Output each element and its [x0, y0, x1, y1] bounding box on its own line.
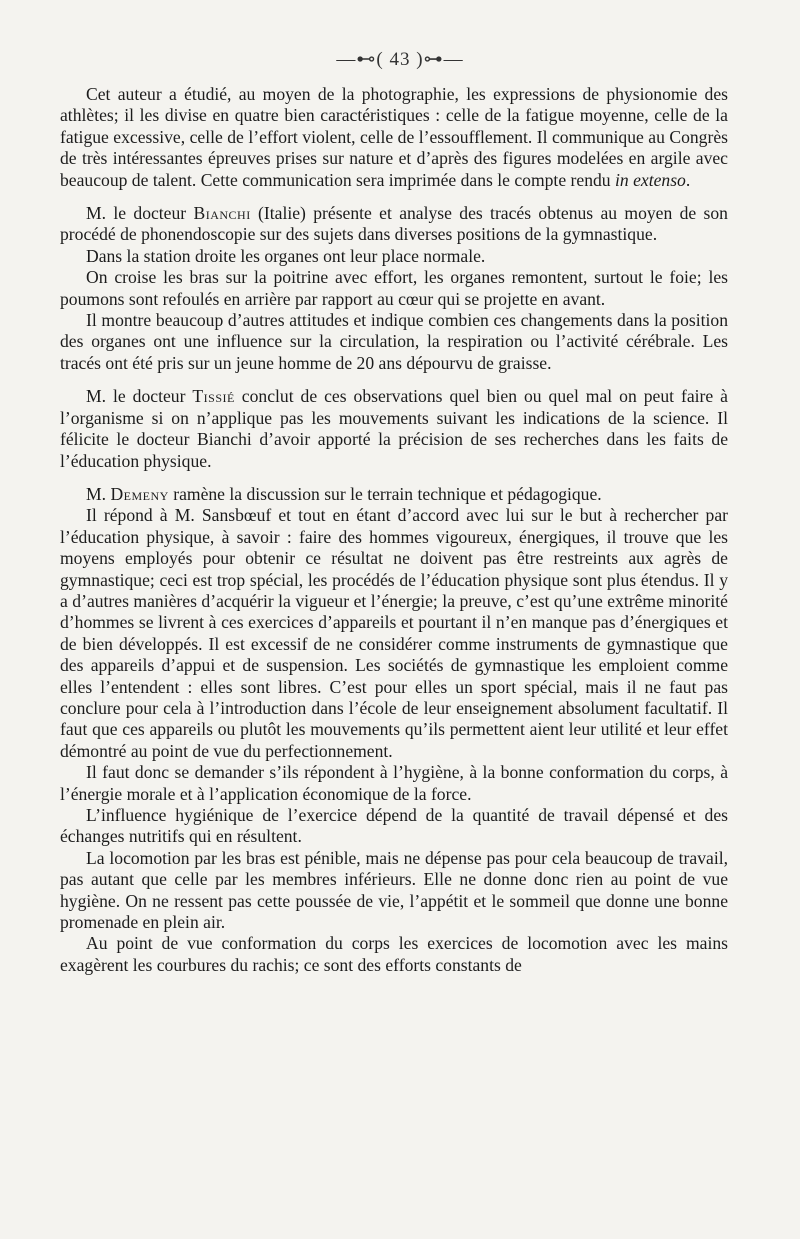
paragraph-p6 — [60, 386, 728, 472]
text-run: Il faut donc se demander s’ils répondent à l’hygiène, à la bonne conformation du corps, à l’énergie morale et à l’application économique de la force. — [60, 762, 728, 804]
text-run: Il montre beaucoup d’autres attitudes et indique combien ces changements dans la position des organes ont une influence sur la circulation, la respiration ou l’activité cérébrale. Les tracés ont été pris sur un jeune homme de 20 ans dépourvu de graisse. — [60, 310, 728, 373]
text-run: La locomotion par les bras est pénible, mais ne dépense pas pour cela beaucoup de travail, pas autant que celle par les membres inférieurs. Elle ne donne donc rien au point de vue hygiène. On ne ressent pas cette poussée de vie, l’appétit et le sommeil que donne une bonne promenade en plein air. — [60, 847, 728, 933]
paragraph-p11 — [60, 848, 728, 934]
text-run: Au point de vue conformation du corps les exercices de locomotion avec les mains exagèrent les courbures du rachis; ce sont des efforts constants de — [60, 933, 728, 975]
body-text — [60, 84, 728, 976]
text-run: Cet auteur a étudié, au moyen de la photographie, les expressions de physionomie des athlètes; il les divise en quatre bien caractéristiques : celle de la fatigue moyenne, celle de la fatigue excessive, celle de l’effort violent, celle de l’essoufflement. Il communique au Congrès de très intéressantes épreuves prises sur nature et d’après des figures modelées en argile avec beaucoup de talent. Cette communication sera imprimée dans le compte rendu — [60, 84, 728, 190]
text-run: L’influence hygiénique de l’exercice dépend de la quantité de travail dépensé et des échanges nutritifs qui en résultent. — [60, 805, 728, 847]
italic-text: in extenso — [615, 169, 686, 190]
paragraph-p4 — [60, 267, 728, 310]
text-run: . — [685, 169, 691, 190]
text-run: M. le docteur — [86, 386, 193, 407]
text-run: M. — [86, 483, 111, 504]
paragraph-p9 — [60, 762, 728, 805]
paragraph-p1 — [60, 84, 728, 191]
author-name: Tissié — [192, 386, 235, 407]
text-run: Il répond à M. Sansbœuf et tout en étant d’accord avec lui sur le but à rechercher par l’éducation physique, à savoir : faire des hommes vigoureux, énergiques, il trouve que les moyens employés pour obtenir ce résultat ne doivent pas être restreints aux agrès de gymnastique; ceci est trop spécial, les procédés de l’éducation physique sont plus étendus. Il y a d’autres manières d’acquérir la vigueur et l’énergie; la preuve, c’est qu’une extrême minorité d’hommes se livrent à ces exercices d’appareils et pourtant il n’en manque pas d’énergiques et de bien développés. Il est excessif de ne considérer comme instruments de gymnastique que des appareils d’appui et de suspension. Les sociétés de gymnastique les emploient comme elles l’entendent : elles sont libres. C’est pour elles un sport spécial, mais il ne faut pas conclure pour cela à l’introduction dans l’école de leur enseignement absolument facultatif. Il faut que ces appareils ou plutôt les mouvements qu’ils permettent aient leur utilité et leur effet démontré au point de vue du perfectionnement. — [60, 505, 728, 761]
text-run: (Italie) présente et analyse des tracés obtenus au moyen de son procédé de phonendoscopie sur des sujets dans diverses positions de la gymnastique. — [60, 203, 728, 245]
text-run: conclut de ces observations quel bien ou quel mal on peut faire à l’organisme si on n’applique pas les mouvements suivant les indications de la science. Il félicite le docteur Bianchi d’avoir apporté la précision de ses recherches dans les faits de l’éducation physique. — [60, 386, 728, 471]
paragraph-p10 — [60, 805, 728, 848]
page-number-header: —⊷( 43 )⊶— — [336, 49, 464, 70]
paragraph-p7 — [60, 484, 728, 505]
paragraph-p8 — [60, 505, 728, 762]
paragraph-p5 — [60, 310, 728, 374]
text-run: M. le docteur — [86, 203, 194, 224]
paragraph-p3 — [60, 246, 728, 267]
text-run: ramène la discussion sur le terrain technique et pédagogique. — [168, 483, 602, 504]
author-name: Bianchi — [193, 203, 251, 224]
text-run: Dans la station droite les organes ont leur place normale. — [86, 245, 486, 266]
text-run: On croise les bras sur la poitrine avec effort, les organes remontent, surtout le foie; les poumons sont refoulés en arrière par rapport au cœur qui se projette en avant. — [60, 267, 728, 309]
author-name: Demeny — [110, 483, 169, 504]
paragraph-p2 — [60, 203, 728, 246]
paragraph-p12 — [60, 933, 728, 976]
